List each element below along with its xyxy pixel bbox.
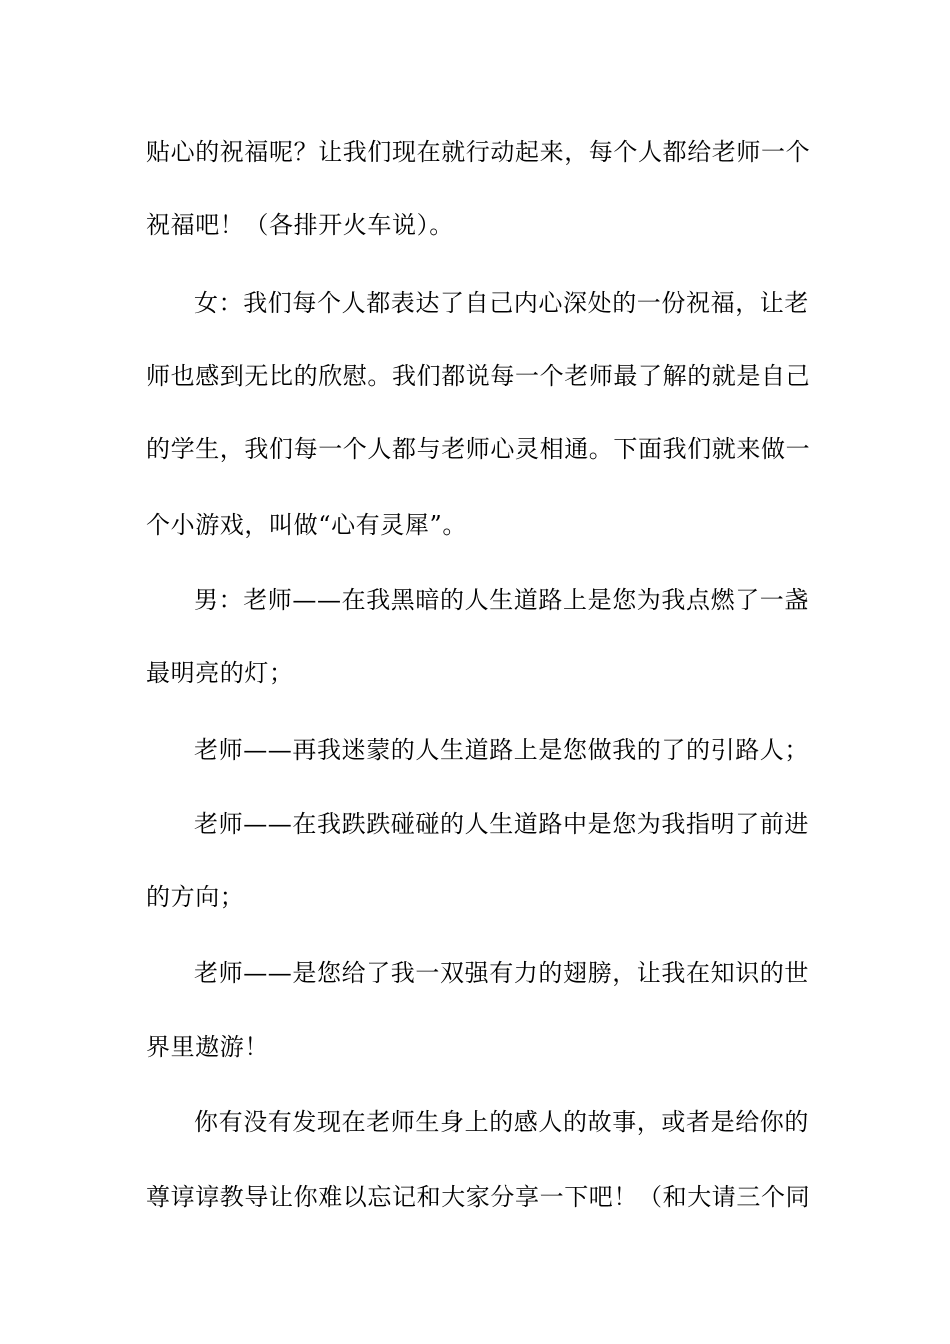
text-line-5: 的学生，我们每一个人都与老师心灵相通。下面我们就来做一 [146,435,811,463]
text-line-15: 尊谆谆教导让你难以忘记和大家分享一下吧！（和大请三个同 [146,1183,811,1211]
text-line-14: 你有没有发现在老师生身上的感人的故事，或者是给你的 [194,1108,809,1136]
text-line-6: 个小游戏，叫做“心有灵犀”。 [146,511,467,539]
text-line-1: 贴心的祝福呢？让我们现在就行动起来，每个人都给老师一个 [146,138,811,166]
text-line-11: 的方向； [146,883,245,911]
text-line-2: 祝福吧！（各排开火车说）。 [146,211,454,239]
text-line-12: 老师——是您给了我一双强有力的翅膀，让我在知识的世 [194,959,809,987]
text-line-7: 男：老师——在我黑暗的人生道路上是您为我点燃了一盏 [194,586,809,614]
text-line-10: 老师——在我跌跌碰碰的人生道路中是您为我指明了前进 [194,810,809,838]
text-line-9: 老师——再我迷蒙的人生道路上是您做我的了的引路人； [194,736,809,764]
text-line-8: 最明亮的灯； [146,659,294,687]
text-line-4: 师也感到无比的欣慰。我们都说每一个老师最了解的就是自己 [146,362,811,390]
text-line-13: 界里遨游！ [146,1033,269,1061]
text-line-3: 女：我们每个人都表达了自己内心深处的一份祝福，让老 [194,289,809,317]
